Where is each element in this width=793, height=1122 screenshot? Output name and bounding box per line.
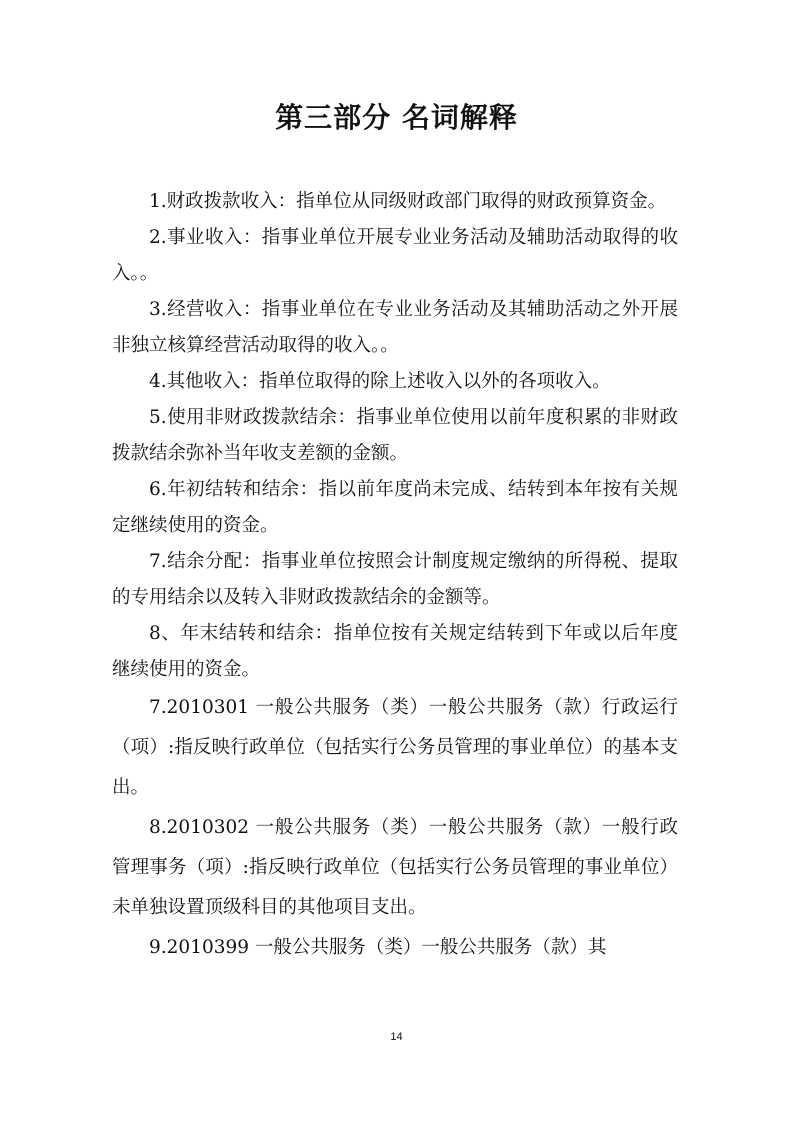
paragraph-8: 8、年末结转和结余：指单位按有关规定结转到下年或以后年度继续使用的资金。 (112, 623, 678, 680)
paragraph-4: 4.其他收入：指单位取得的除上述收入以外的各项收入。 (149, 371, 611, 392)
paragraph-11: 9.2010399 一般公共服务（类）一般公共服务（款）其 (149, 937, 607, 958)
paragraph-7: 7.结余分配：指事业单位按照会计制度规定缴纳的所得税、提取的专用结余以及转入非财政拨款结余的金额等。 (112, 551, 678, 608)
paragraph-5: 5.使用非财政拨款结余：指事业单位使用以前年度积累的非财政拨款结余弥补当年收支差额的金额。 (112, 407, 678, 464)
page-title: 第三部分 名词解释 (275, 101, 518, 134)
paragraph-1: 1.财政拨款收入：指单位从同级财政部门取得的财政预算资金。 (149, 191, 667, 212)
paragraph-2: 2.事业收入：指事业单位开展专业业务活动及辅助活动取得的收入。。 (112, 227, 678, 284)
paragraph-3: 3.经营收入：指事业单位在专业业务活动及其辅助活动之外开展非独立核算经营活动取得的收入。。 (112, 299, 678, 356)
paragraph-9: 7.2010301 一般公共服务（类）一般公共服务（款）行政运行（项）:指反映行政单位（包括实行公务员管理的事业单位）的基本支出。 (112, 697, 678, 798)
paragraph-10: 8.2010302 一般公共服务（类）一般公共服务（款）一般行政管理事务（项）:指反映行政单位（包括实行公务员管理的事业单位）未单独设置顶级科目的其他项目支出。 (112, 817, 678, 918)
document-body (112, 184, 678, 968)
page-number: 14 (390, 1031, 403, 1043)
paragraph-6: 6.年初结转和结余：指以前年度尚未完成、结转到本年按有关规定继续使用的资金。 (112, 479, 678, 536)
